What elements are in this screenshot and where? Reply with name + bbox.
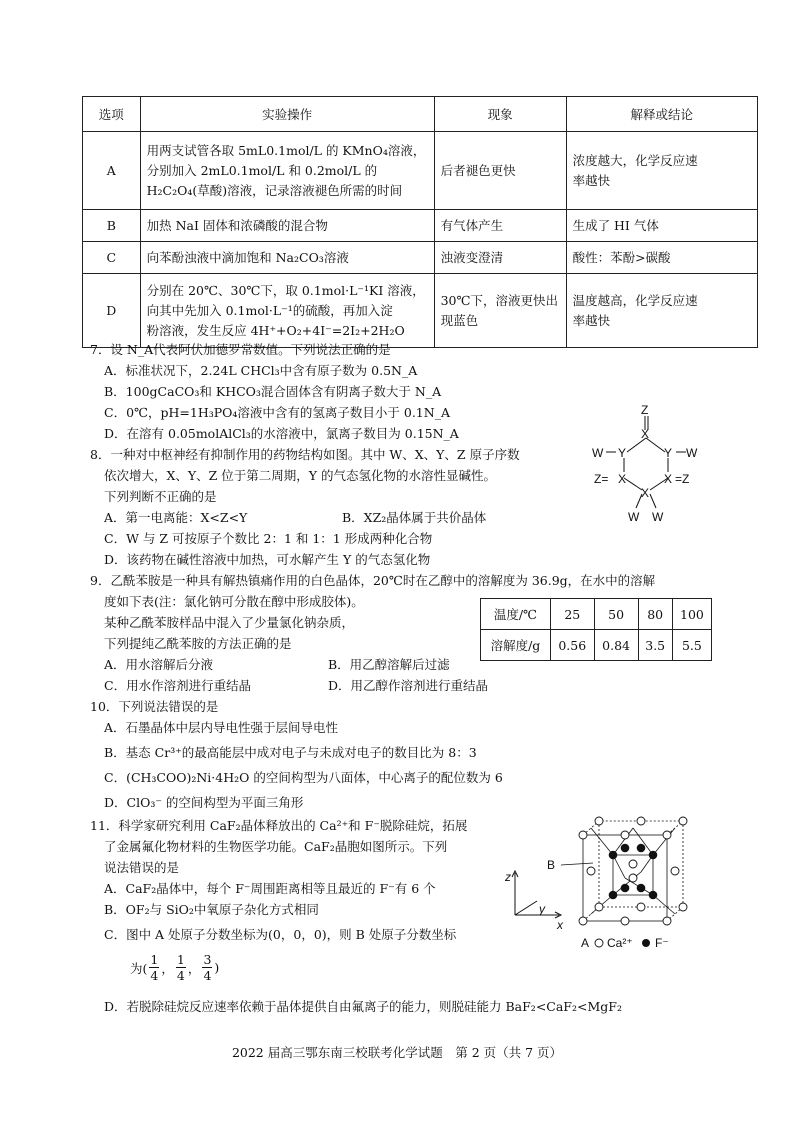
table-cell: 温度/℃ <box>481 599 551 630</box>
q9-stem-line1: 9．乙酰苯胺是一种具有解热镇痛作用的白色晶体，20℃时在乙醇中的溶解度为 36.9g，在水中的溶解 <box>90 573 656 588</box>
q8-option-d: D．该药物在碱性溶液中加热，可水解产生 Y 的气态氢化物 <box>104 552 431 567</box>
operation-line: 向苯酚浊液中滴加饱和 Na₂CO₃溶液 <box>146 249 349 265</box>
atom-label-z: Z <box>641 403 649 417</box>
row-conclusion <box>566 242 757 274</box>
axes <box>512 871 561 918</box>
table-cell: 3.5 <box>638 630 672 661</box>
atom-label-eqz: =Z <box>675 472 690 486</box>
q7-stem: 7．设 N_A代表阿伏加德罗常数值。下列说法正确的是 <box>90 342 391 357</box>
atom-label-y: Y <box>664 446 673 460</box>
table-cell: 100 <box>672 599 711 630</box>
table-row <box>481 599 712 630</box>
q8-stem-line2: 依次增大，X、Y、Z 位于第二周期，Y 的气态氢化物的水溶性显碱性。 <box>104 468 497 483</box>
q9-stem-line2: 度如下表(注：氯化钠可分散在醇中形成胶体)。 <box>104 594 364 609</box>
operation-line: 用两支试管各取 5mL0.1mol/L 的 KMnO₄溶液， <box>146 142 426 158</box>
q10-option-b: B．基态 Cr³⁺的最高能层中成对电子与未成对电子的数目比为 8：3 <box>104 745 477 760</box>
legend-f: F⁻ <box>655 936 669 950</box>
coord-prefix: 为( <box>130 960 148 976</box>
f-legend-icon <box>642 939 650 947</box>
row-conclusion <box>566 210 757 242</box>
conclusion-line: 酸性：苯酚>碳酸 <box>572 249 671 265</box>
fraction-numerator: 3 <box>203 952 212 967</box>
atom-label-w: W <box>592 446 604 460</box>
solubility-table <box>480 598 712 661</box>
ca-legend-icon <box>595 939 603 947</box>
phenomenon-line: 后者褪色更快 <box>440 162 516 178</box>
header-option: 选项 <box>83 97 141 132</box>
q7-option-d: D．在溶有 0.05molAlCl₃的水溶液中，氯离子数目为 0.15N_A <box>104 426 459 441</box>
atom-label-y: Y <box>618 446 627 460</box>
header-phenomenon: 现象 <box>434 97 566 132</box>
row-phenomenon <box>434 210 566 242</box>
row-phenomenon <box>434 132 566 210</box>
page-footer: 2022 届高三鄂东南三校联考化学试题 第 2 页（共 7 页） <box>231 1045 563 1060</box>
conclusion-line: 率越快 <box>572 312 611 328</box>
fraction <box>202 952 212 983</box>
q10-option-d: D．ClO₃⁻ 的空间构型为平面三角形 <box>104 795 304 810</box>
operation-line: 粉溶液，发生反应 4H⁺+O₂+4I⁻=2I₂+2H₂O <box>146 322 405 338</box>
fraction-numerator: 1 <box>176 952 185 967</box>
row-option: C <box>83 242 141 274</box>
q11-option-d: D．若脱除硅烷反应速率依赖于晶体提供自由氟离子的能力，则脱硅能力 BaF₂<CaF₂<MgF₂ <box>104 999 622 1014</box>
molecule-structure-diagram <box>580 400 710 530</box>
q10-option-c: C．(CH₃COO)₂Ni·4H₂O 的空间构型为八面体，中心离子的配位数为 6 <box>104 770 503 785</box>
phenomenon-line: 有气体产生 <box>440 217 504 233</box>
row-option: D <box>83 274 141 348</box>
q8-option-b: B．XZ₂晶体属于共价晶体 <box>342 510 487 525</box>
phenomenon-line: 现蓝色 <box>440 312 479 328</box>
q11-coordinate: 为( 1 4 ， 1 4 ， 3 4 ) <box>130 952 220 983</box>
operation-line: 加热 NaI 固体和浓磷酸的混合物 <box>146 217 328 233</box>
q9-option-b: B．用乙醇溶解后过滤 <box>328 657 450 672</box>
legend-a: A <box>581 936 590 950</box>
table-cell: 0.84 <box>594 630 638 661</box>
atom-label-x: X <box>664 472 673 486</box>
table-cell: 溶解度/g <box>481 630 551 661</box>
q9-option-a: A．用水溶解后分液 <box>104 657 214 672</box>
q7-option-c: C．0℃，pH=1H₃PO₄溶液中含有的氢离子数目小于 0.1N_A <box>104 405 450 420</box>
fraction-denominator: 4 <box>203 968 212 983</box>
q11-option-b: B．OF₂与 SiO₂中氧原子杂化方式相同 <box>104 902 319 917</box>
operation-line: 向其中先加入 0.1mol·L⁻¹的硫酸，再加入淀 <box>146 302 393 318</box>
table-row <box>83 242 758 274</box>
table-cell: 50 <box>594 599 638 630</box>
q10-stem: 10．下列说法错误的是 <box>90 699 219 714</box>
q9-stem-line4: 下列提纯乙酰苯胺的方法正确的是 <box>104 636 292 651</box>
table-header-row <box>83 97 758 132</box>
atom-label-w: W <box>628 510 640 524</box>
table-cell: 80 <box>638 599 672 630</box>
axis-x-label: x <box>557 918 563 932</box>
q8-option-c: C．W 与 Z 可按原子个数比 2：1 和 1：1 形成两种化合物 <box>104 531 433 546</box>
header-operation: 实验操作 <box>140 97 434 132</box>
row-operation <box>140 210 434 242</box>
phenomenon-line: 浊液变澄清 <box>440 249 504 265</box>
q7-option-b: B．100gCaCO₃和 KHCO₃混合固体含有阴离子数大于 N_A <box>104 384 442 399</box>
table-cell: 25 <box>550 599 594 630</box>
row-operation <box>140 274 434 348</box>
q11-stem-line1: 11．科学家研究利用 CaF₂晶体释放出的 Ca²⁺和 F⁻脱除硅烷，拓展 <box>90 818 468 833</box>
table-row <box>83 274 758 348</box>
axis-y-label: y <box>539 902 545 916</box>
operation-line: H₂C₂O₄(草酸)溶液，记录溶液褪色所需的时间 <box>146 182 403 198</box>
fraction <box>176 952 186 983</box>
q11-stem-line3: 说法错误的是 <box>104 860 180 875</box>
table-row <box>83 132 758 210</box>
atom-label-x: X <box>641 427 650 441</box>
table-cell: 5.5 <box>672 630 711 661</box>
conclusion-line: 生成了 HI 气体 <box>572 217 659 233</box>
experiment-table <box>82 96 758 348</box>
row-operation <box>140 132 434 210</box>
atom-label-w: W <box>652 510 664 524</box>
operation-line: 分别加入 2mL0.1mol/L 和 0.2mol/L 的 <box>146 162 378 178</box>
label-b: B <box>547 858 556 872</box>
caf2-unit-cell-diagram <box>495 815 705 955</box>
table-row <box>83 210 758 242</box>
conclusion-line: 温度越高，化学反应速 <box>572 292 698 308</box>
q9-stem-line3: 某种乙酰苯胺样品中混入了少量氯化钠杂质， <box>104 615 355 630</box>
row-conclusion <box>566 132 757 210</box>
atom-label-zeq: Z= <box>594 472 609 486</box>
row-conclusion <box>566 274 757 348</box>
atom-label-w: W <box>686 446 698 460</box>
coord-suffix: ) <box>214 960 220 975</box>
conclusion-line: 浓度越大，化学反应速 <box>572 152 698 168</box>
fraction <box>149 952 159 983</box>
q11-stem-line2: 了金属氟化物材料的生物医学功能。CaF₂晶胞如图所示。下列 <box>104 839 448 854</box>
row-operation <box>140 242 434 274</box>
phenomenon-line: 30℃下，溶液更快出 <box>440 292 558 308</box>
q8-stem-line3: 下列判断不正确的是 <box>104 489 217 504</box>
atom-label-x: X <box>641 486 650 500</box>
header-conclusion: 解释或结论 <box>566 97 757 132</box>
q9-option-c: C．用水作溶剂进行重结晶 <box>104 678 252 693</box>
q7-option-a: A．标准状况下，2.24L CHCl₃中含有原子数为 0.5N_A <box>104 363 418 378</box>
operation-line: 分别在 20℃、30℃下，取 0.1mol·L⁻¹KI 溶液， <box>146 282 425 298</box>
f-ions <box>609 844 658 900</box>
table-row <box>481 630 712 661</box>
q8-option-a: A．第一电离能：X<Z<Y <box>104 510 248 525</box>
q8-stem-line1: 8．一种对中枢神经有抑制作用的药物结构如图。其中 W、X、Y、Z 原子序数 <box>90 447 520 462</box>
q9-option-d: D．用乙醇作溶剂进行重结晶 <box>328 678 489 693</box>
atom-label-x: X <box>618 472 627 486</box>
row-phenomenon <box>434 242 566 274</box>
fraction-denominator: 4 <box>176 968 185 983</box>
fraction-denominator: 4 <box>150 968 159 983</box>
axis-z-label: z <box>505 870 511 884</box>
conclusion-line: 率越快 <box>572 172 611 188</box>
legend-ca: Ca²⁺ <box>607 936 633 950</box>
q11-option-c: C．图中 A 处原子分数坐标为(0，0，0)，则 B 处原子分数坐标 <box>104 927 457 942</box>
table-cell: 0.56 <box>550 630 594 661</box>
fraction-numerator: 1 <box>150 952 159 967</box>
q11-option-a: A．CaF₂晶体中，每个 F⁻周围距离相等且最近的 F⁻有 6 个 <box>104 881 436 896</box>
row-option: B <box>83 210 141 242</box>
row-option: A <box>83 132 141 210</box>
q10-option-a: A．石墨晶体中层内导电性强于层间导电性 <box>104 720 339 735</box>
row-phenomenon <box>434 274 566 348</box>
